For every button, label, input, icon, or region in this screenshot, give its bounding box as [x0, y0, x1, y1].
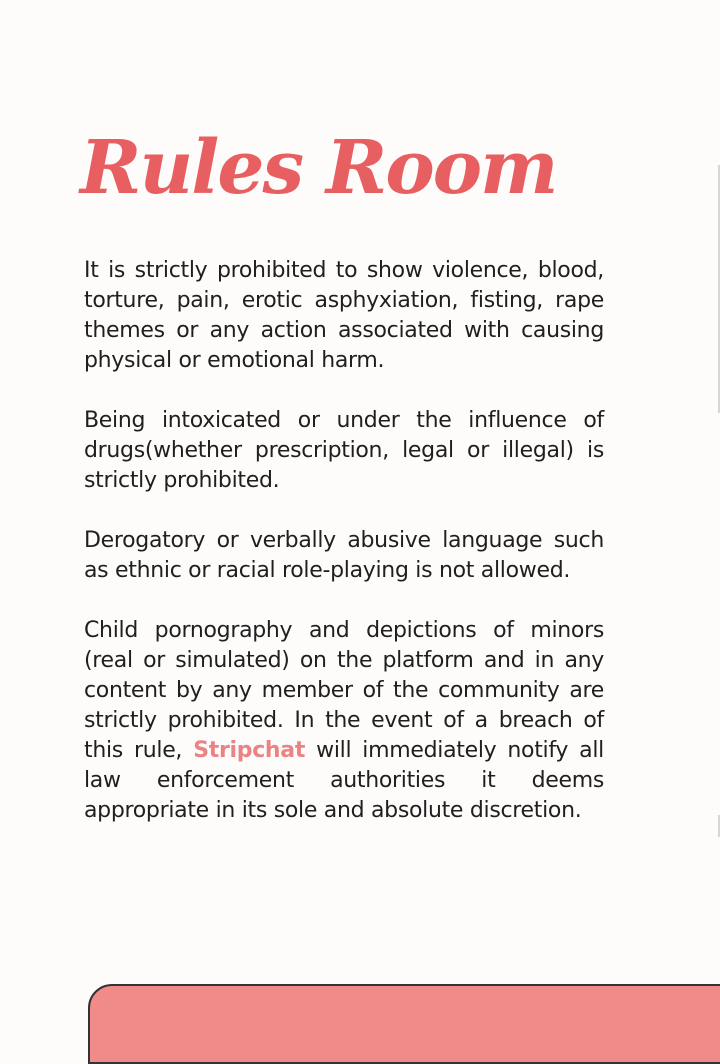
footer-banner [88, 984, 720, 1064]
rule-intoxication: Being intoxicated or under the influence of drugs(whether prescription, legal or illegal) is strictly prohibited. [84, 408, 604, 493]
rule-violence: It is strictly prohibited to show violence, blood, torture, pain, erotic asphyxiation, fisting, rape themes or any action associated with causing physical or emotional harm. [84, 258, 604, 373]
page-title: Rules Room [80, 125, 557, 211]
brand-name: Stripchat [193, 738, 306, 763]
rules-list [84, 256, 604, 856]
rule-minors-text-before: Child pornography and depictions of minors (real or simulated) on the platform and in any content by any member of the community are strictly prohibited. In the event of a breach of this rule, [84, 618, 604, 763]
rule-minors-text-after: will immediately notify all law enforcement authorities it deems appropriate in its sole and absolute discretion. [84, 738, 604, 823]
rule-minors [84, 616, 604, 826]
rule-abusive-language: Derogatory or verbally abusive language such as ethnic or racial role-playing is not allowed. [84, 528, 604, 583]
